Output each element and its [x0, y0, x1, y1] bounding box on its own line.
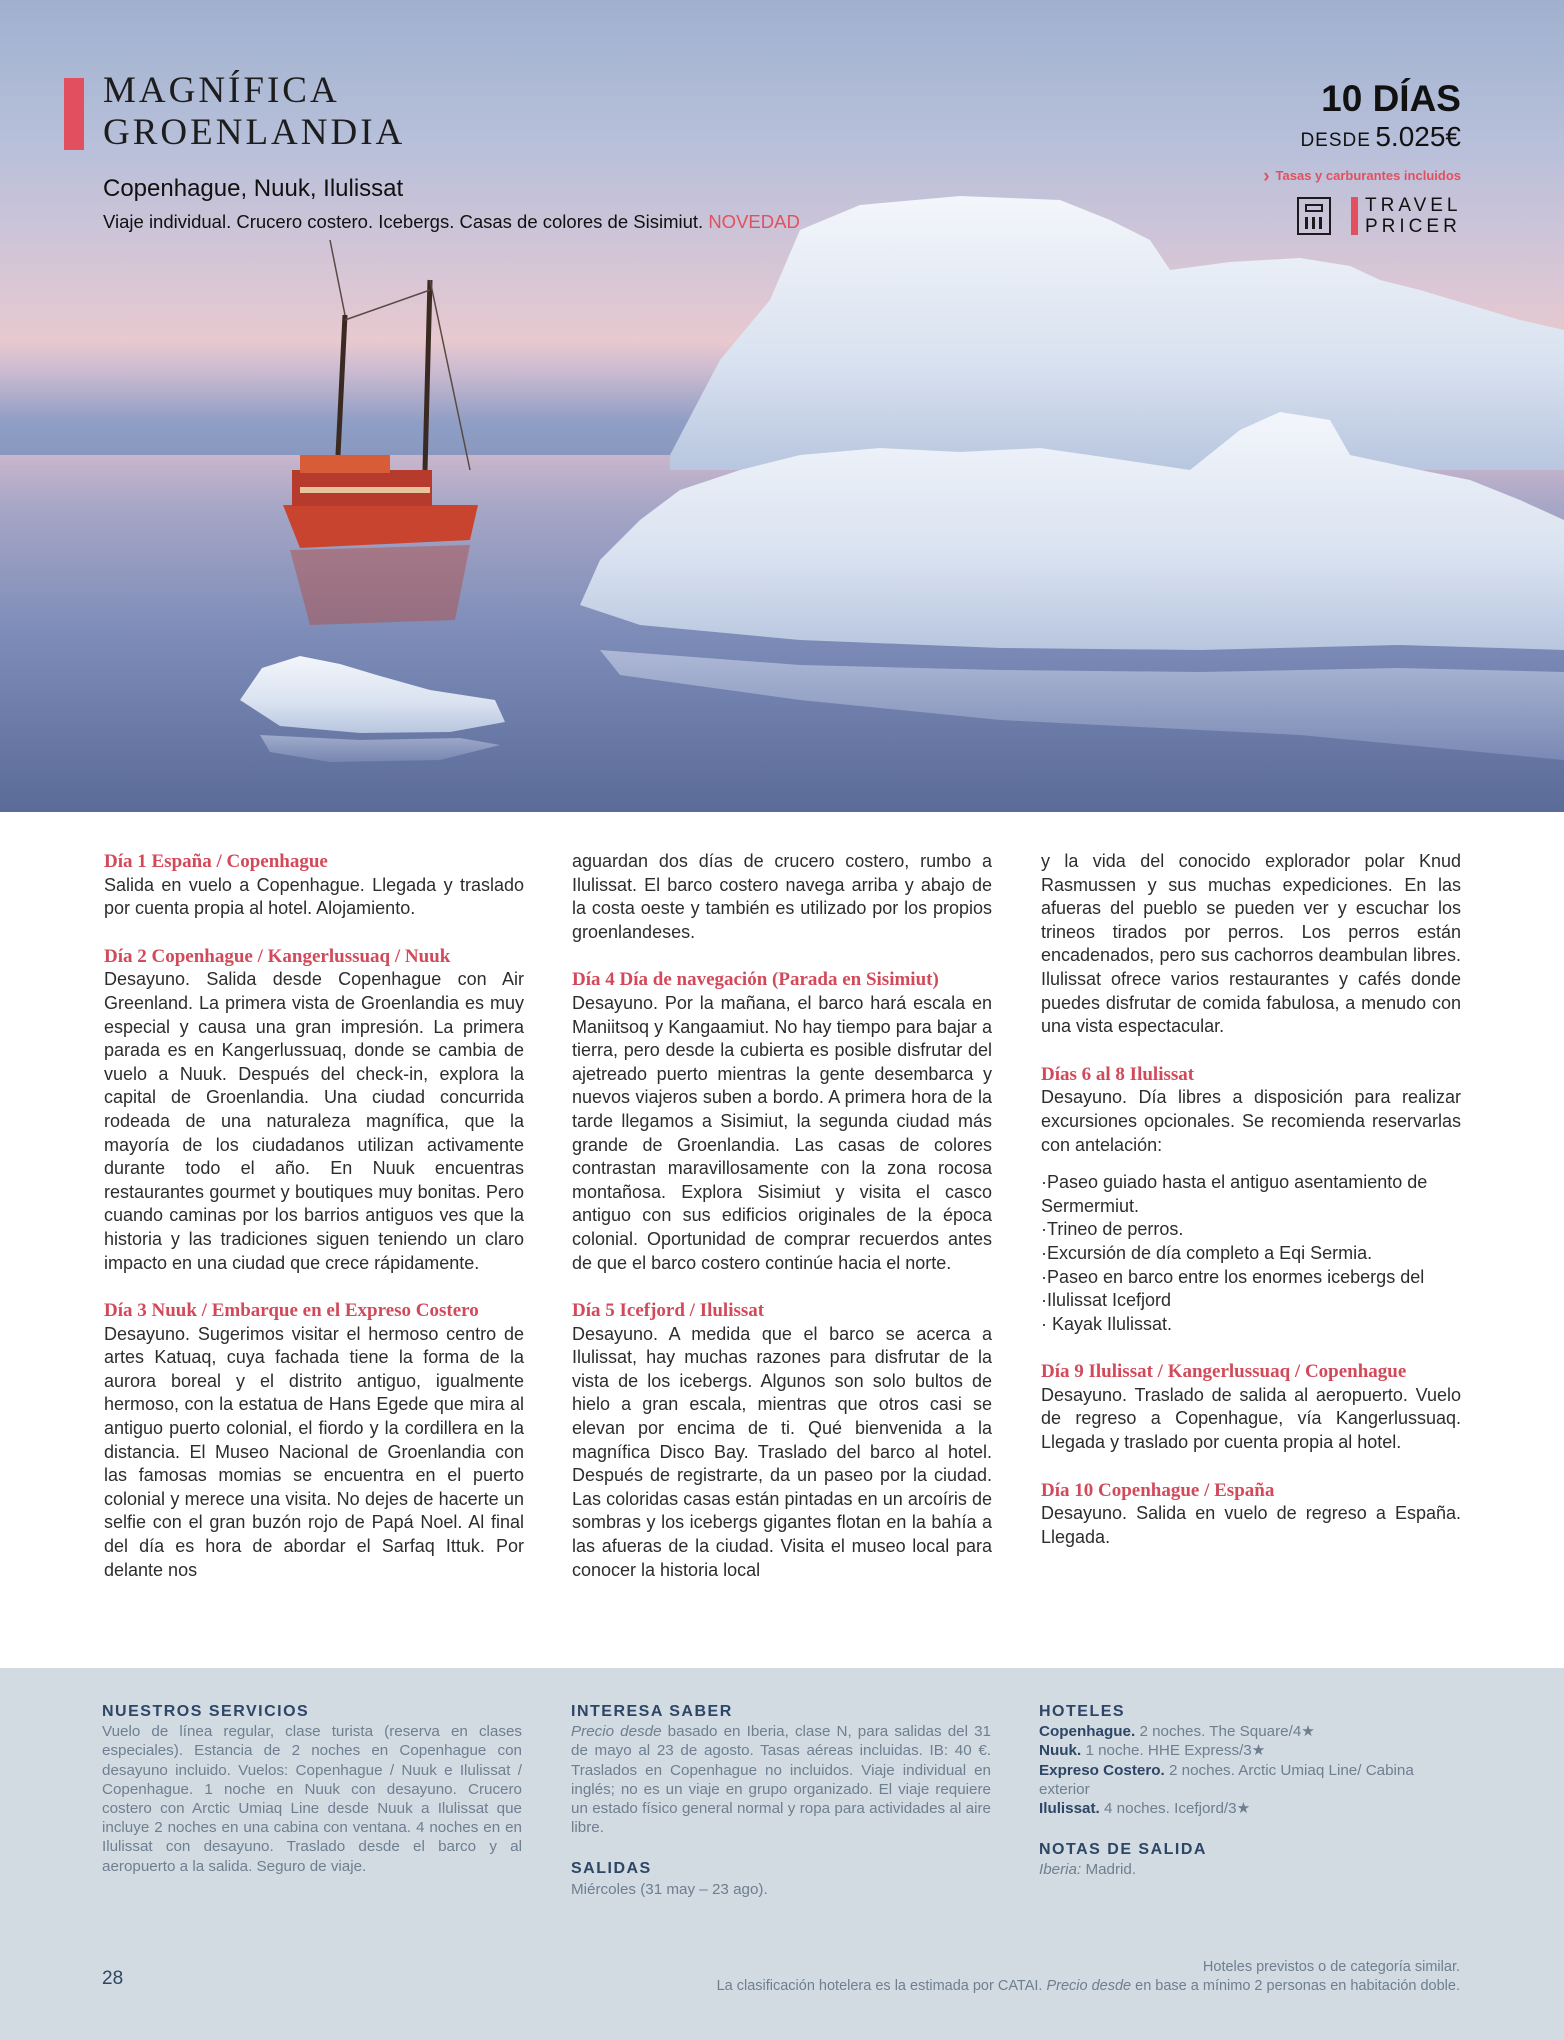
hotels-heading: HOTELES — [1039, 1703, 1126, 1720]
hotel-city: Nuuk. — [1039, 1742, 1082, 1760]
logo-text-line1: TRAVEL — [1365, 195, 1462, 216]
hotel-detail: 2 noches. The Square/4★ — [1139, 1723, 1315, 1741]
hotel-row — [1039, 1761, 1419, 1799]
day-9-title: Día 9 Ilulissat / Kangerlussuaq / Copenhague — [1041, 1361, 1407, 1383]
departure-notes-heading: NOTAS DE SALIDA — [1039, 1841, 1207, 1859]
excursion-item: ·Trineo de perros. — [1041, 1219, 1184, 1240]
hotel-row — [1039, 1722, 1459, 1741]
services-section — [102, 1702, 522, 1876]
notes-body: Madrid. — [1085, 1861, 1137, 1879]
day-3-text-continued: aguardan dos días de crucero costero, rumbo a Ilulissat. El barco costero navega arriba y abajo de la costa oeste y también es utilizado por los propios groenlandeses. — [572, 851, 992, 942]
disclaimer-line2-b: en base a mínimo 2 personas en habitación doble. — [1135, 1978, 1460, 1994]
day-9-text: Desayuno. Traslado de salida al aeropuerto. Vuelo de regreso a Copenhague, vía Kangerlussuaq. Llegada y traslado por cuenta propia al hotel. — [1041, 1384, 1461, 1453]
trip-duration: 10 DÍAS — [1321, 78, 1461, 119]
hero-photo — [0, 0, 1564, 812]
travel-pricer-logo — [1297, 195, 1461, 237]
interest-heading: INTERESA SABER — [571, 1703, 733, 1720]
day-10-text: Desayuno. Salida en vuelo de regreso a España. Llegada. — [1041, 1503, 1461, 1547]
day-6-8-title: Días 6 al 8 Ilulissat — [1041, 1063, 1195, 1085]
hotel-city: Copenhague. — [1039, 1723, 1136, 1741]
hotels-section — [1039, 1702, 1459, 1880]
day-5-text: Desayuno. A medida que el barco se acerca a Ilulissat, hay muchas razones para disfrutar de la vista de los icebergs. Algunos son solo bultos de hielo a gran escala, mientras que otros casi se elevan por encima de ti. Qué bienvenida a la magnífica Disco Bay. Traslado del barco al hotel. Después de registrarte, da un paseo por la ciudad. Las coloridas casas están pintadas en un arcoíris de sombras y los icebergs gigantes flotan en la bahía a las afueras de la ciudad. Visita el museo local para conocer la historia local — [572, 1323, 992, 1580]
calculator-icon — [1297, 197, 1331, 235]
excursion-item: · Kayak Ilulissat. — [1041, 1313, 1173, 1334]
hotel-city: Ilulissat. — [1039, 1800, 1100, 1818]
day-6-8-text: Desayuno. Día libres a disposición para realizar excursiones opcionales. Se recomienda reservarlas con antelación: — [1041, 1087, 1461, 1155]
hotel-city: Expreso Costero. — [1039, 1761, 1165, 1779]
chevron-right-icon: › — [1263, 166, 1270, 187]
logo-text-line2: PRICER — [1365, 216, 1461, 237]
interest-body: basado en Iberia, clase N, para salidas del 31 de mayo al 23 de agosto. Tasas aéreas incluidas. IB: 40 €. Traslados en Copenhague no incluidos. Viaje individual en inglés; no es un viaje en grupo organizado. El viaje requiere un estado físico general normal y ropa para actividades al aire libre. — [571, 1723, 991, 1837]
day-3-text: Desayuno. Sugerimos visitar el hermoso centro de artes Katuaq, cuya fachada tiene la forma de la aurora boreal y el distrito antiguo, igualmente hermoso, con la estatua de Hans Egede que mira al antiguo puerto colonial, el fiordo y la cordillera en la distancia. El Museo Nacional de Groenlandia con las famosas momias se encuentra en el puerto colonial y merece una visita. No dejes de hacerte un selfie con el gran buzón rojo de Papá Noel. Al final del día es hora de abordar el Sarfaq Ittuk. Por delante nos — [104, 1323, 524, 1580]
page-number: 28 — [102, 1968, 124, 1989]
price-prefix: DESDE — [1300, 130, 1371, 151]
disclaimer-line1: Hoteles previstos o de categoría similar. — [1202, 1959, 1460, 1975]
day-5-title: Día 5 Icefjord / Ilulissat — [572, 1300, 765, 1322]
interest-section — [571, 1702, 991, 1899]
departures-heading: SALIDAS — [571, 1860, 652, 1878]
footer-disclaimer — [717, 1958, 1460, 1996]
logo-accent-bar — [1351, 197, 1358, 235]
hotel-detail: 2 noches. Arctic Umiaq Line/ Cabina exterior — [1039, 1761, 1414, 1798]
excursion-item: ·Excursión de día completo a Eqi Sermia. — [1041, 1242, 1373, 1263]
taxes-note — [1263, 166, 1461, 188]
taxes-note-text: Tasas y carburantes incluidos — [1275, 168, 1461, 183]
optional-excursions-list — [1041, 1171, 1461, 1336]
trip-title — [103, 70, 405, 154]
trip-title-line1: MAGNÍFICA — [103, 70, 340, 111]
day-4-title: Día 4 Día de navegación (Parada en Sisimiut) — [572, 969, 939, 991]
day-2-title: Día 2 Copenhague / Kangerlussuaq / Nuuk — [104, 945, 451, 967]
excursion-item: ·Paseo en barco entre los enormes icebergs del ·Ilulissat Icefjord — [1041, 1266, 1425, 1311]
trip-tagline — [103, 211, 800, 233]
departures-text: Miércoles (31 may – 23 ago). — [571, 1880, 768, 1898]
interest-text — [571, 1722, 991, 1837]
tagline-text: Viaje individual. Crucero costero. Icebergs. Casas de colores de Sisimiut. — [103, 211, 704, 232]
disclaimer-line2-a: La clasificación hotelera es la estimada por CATAI. — [716, 1978, 1043, 1994]
disclaimer-line2-italic: Precio desde — [1046, 1978, 1132, 1994]
services-heading: NUESTROS SERVICIOS — [102, 1703, 310, 1720]
trip-title-line2: GROENLANDIA — [103, 112, 406, 153]
day-2-text: Desayuno. Salida desde Copenhague con Air Greenland. La primera vista de Groenlandia es muy especial y causa una gran impresión. La primera parada es en Kangerlussuaq, donde se cambia de vuelo a Nuuk. Después del check-in, explora la capital de Groenlandia. Una ciudad concurrida rodeada de una naturaleza magnífica, que la mayoría de los ciudadanos utilizan activamente durante todo el año. En Nuuk encuentras restaurantes gourmet y boutiques muy bonitas. Pero cuando caminas por los barrios antiguos ves que la historia y las tradiciones siguen teniendo un claro impacto en una ciudad que crece rápidamente. — [104, 969, 524, 1273]
disclaimer-line2 — [717, 1977, 1460, 1996]
hotel-row — [1039, 1741, 1459, 1760]
hotel-detail: 1 noche. HHE Express/3★ — [1085, 1742, 1266, 1760]
day-1-title: Día 1 España / Copenhague — [104, 851, 328, 872]
services-text: Vuelo de línea regular, clase turista (reserva en clases especiales). Estancia de 2 noches en Copenhague con desayuno incluido. Vuelos: Copenhague / Nuuk e Ilulissat / Copenhague. 1 noche en Nuuk con desayuno. Crucero costero con Arctic Umiaq Line desde Nuuk a Ilulissat que incluye 2 noches en una cabina con ventana. 4 noches en en Ilulissat con desayuno. Traslado desde el barco y al aeropuerto a la salida. Seguro de viaje. — [102, 1723, 522, 1875]
day-5-text-continued: y la vida del conocido explorador polar Knud Rasmussen y sus muchas expediciones. En las afueras del pueblo se pueden ver y escuchar los trineos tirados por perros. Los perros están encadenados, pero sus cachorros deambulan libres. Ilulissat ofrece varios restaurantes y cafés donde puedes disfrutar de comida fabulosa, a menudo con una vista espectacular. — [1041, 851, 1461, 1037]
logo-text — [1365, 195, 1462, 237]
hotel-detail: 4 noches. Icefjord/3★ — [1104, 1800, 1251, 1818]
hotel-row — [1039, 1799, 1459, 1818]
interest-italic: Precio desde — [571, 1723, 662, 1741]
trip-route: Copenhague, Nuuk, Ilulissat — [103, 175, 404, 202]
notes-italic: Iberia: — [1039, 1861, 1082, 1879]
day-3-title: Día 3 Nuuk / Embarque en el Expreso Costero — [104, 1300, 479, 1322]
novedad-badge: NOVEDAD — [708, 211, 800, 232]
price-amount: 5.025€ — [1375, 121, 1461, 152]
excursion-item: ·Paseo guiado hasta el antiguo asentamiento de Sermermiut. — [1041, 1172, 1428, 1216]
itinerary-column-1 — [104, 850, 524, 1582]
boat-illustration — [283, 240, 478, 625]
title-accent-bar — [64, 78, 84, 150]
trip-price — [1300, 121, 1461, 153]
departure-notes-text — [1039, 1860, 1459, 1879]
itinerary-column-3 — [1041, 850, 1461, 1549]
day-10-title: Día 10 Copenhague / España — [1041, 1479, 1275, 1501]
day-4-text: Desayuno. Por la mañana, el barco hará escala en Maniitsoq y Kangaamiut. No hay tiempo para bajar a tierra, pero desde la cubierta es posible disfrutar del ajetreado puerto mientras la gente desembarca y nuevos viajeros suben a bordo. A primera hora de la tarde llegamos a Sisimiut, la segunda ciudad más grande de Groenlandia. Las casas de colores contrastan maravillosamente con la zona rocosa montañosa. Explora Sisimiut y visita el casco antiguo con sus edificios originales de la época colonial. Oportunidad de comprar recuerdos antes de que el barco costero continúe hacia el norte. — [572, 992, 992, 1273]
day-1-text: Salida en vuelo a Copenhague. Llegada y traslado por cuenta propia al hotel. Alojamiento. — [104, 874, 524, 919]
itinerary-column-2 — [572, 850, 992, 1582]
